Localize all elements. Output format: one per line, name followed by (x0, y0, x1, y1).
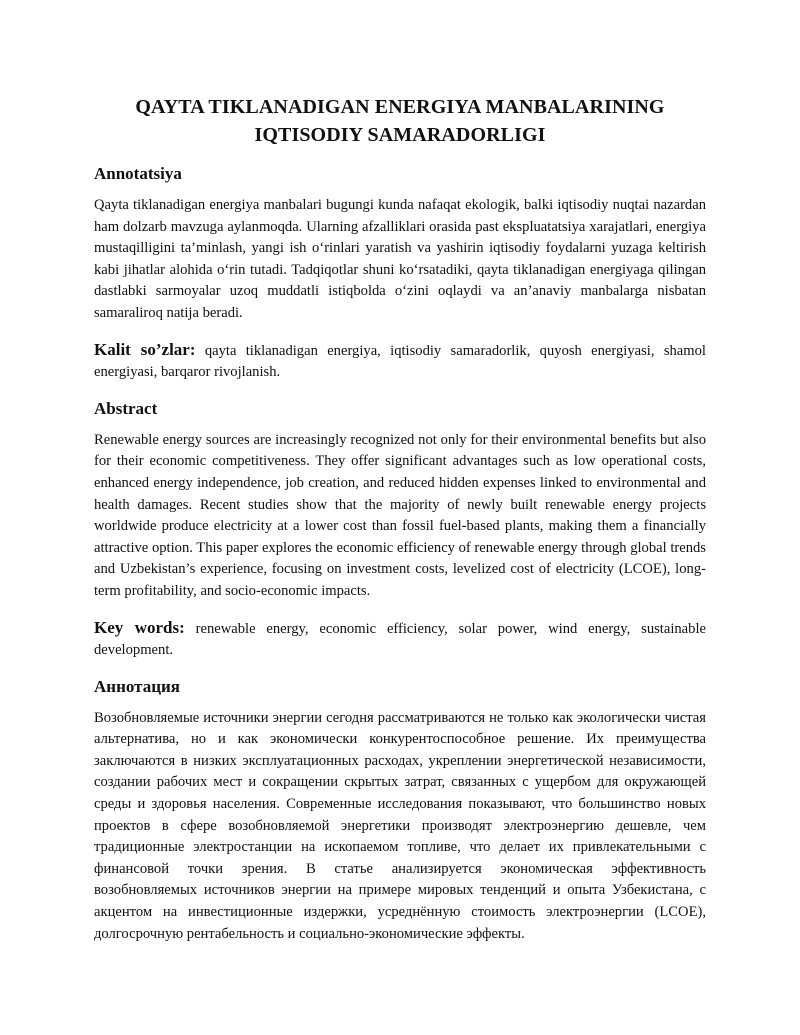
ru-abstract-body: Возобновляемые источники энергии сегодня рассматриваются не только как экологически чистая альтернатива, но и как экономически конкурентоспособное решение. Их преимущества заключаются в низких эксплуатационных расходах, укреплении энергетической независимости, создании рабочих мест и сокращении скрытых затрат, связанных с ущербом для окружающей среды и здоровья населения. Современные исследования показывают, что большинство новых проектов в сфере возобновляемой энергетики производят электроэнергию дешевле, чем традиционные электростанции на ископаемом топливе, что делает их привлекательными с финансовой точки зрения. В статье анализируется экономическая эффективность возобновляемых источников энергии на примере мировых тенденций и опыта Узбекистана, с акцентом на инвестиционные издержки, усреднённую стоимость электроэнергии (LCOE), долгосрочную рентабельность и социально-экономические эффекты. (94, 709, 706, 942)
uz-keywords-text: qayta tiklanadigan energiya, iqtisodiy samaradorlik, quyosh energiyasi, shamol energiyasi, barqaror rivojlanish. (94, 342, 706, 381)
ru-abstract-heading: Аннотация (94, 676, 180, 696)
uz-abstract-heading: Annotatsiya (94, 164, 182, 183)
en-abstract-section (94, 398, 706, 603)
uz-abstract-section (94, 163, 706, 325)
en-keywords-label: Key words: (94, 617, 185, 637)
ru-abstract-section (94, 676, 706, 946)
en-keywords-text: renewable energy, economic efficiency, solar power, wind energy, sustainable development. (94, 620, 706, 659)
paper-title (94, 93, 706, 149)
title-line-2: IQTISODIY SAMARADORLIGI (254, 124, 546, 146)
en-keywords (94, 617, 706, 662)
uz-abstract-body: Qayta tiklanadigan energiya manbalari bugungi kunda nafaqat ekologik, balki iqtisodiy nuqtai nazardan ham dolzarb mavzuga aylanmoqda. Ularning afzalliklari orasida past ekspluatatsiya xarajatlari, energiya mustaqilligini ta’minlash, yangi ish o‘rinlari yaratish va yashirin iqtisodiy foydalarni yuzaga keltirish kabi jihatlar alohida o‘rin tutadi. Tadqiqotlar shuni ko‘rsatadiki, qayta tiklanadigan energiyaga qilingan dastlabki sarmoyalar uzoq muddatli istiqbolda o‘zini oqlaydi va an’anaviy manbalarga nisbatan samaraliroq natija beradi. (94, 197, 706, 321)
uz-keywords (94, 339, 706, 384)
title-line-1: QAYTA TIKLANADIGAN ENERGIYA MANBALARINING (135, 96, 665, 118)
uz-keywords-label: Kalit so’zlar: (94, 339, 196, 359)
en-abstract-heading: Abstract (94, 398, 158, 418)
en-abstract-body: Renewable energy sources are increasingly recognized not only for their environmental benefits but also for their economic competitiveness. They offer significant advantages such as low operational costs, enhanced energy independence, job creation, and reduced hidden expenses linked to environmental and health damages. Recent studies show that the majority of newly built renewable energy projects worldwide produce electricity at a lower cost than fossil fuel-based plants, making them a financially attractive option. This paper explores the economic efficiency of renewable energy through global trends and Uzbekistan’s experience, focusing on investment costs, levelized cost of electricity (LCOE), long-term profitability, and socio-economic impacts. (94, 431, 706, 599)
